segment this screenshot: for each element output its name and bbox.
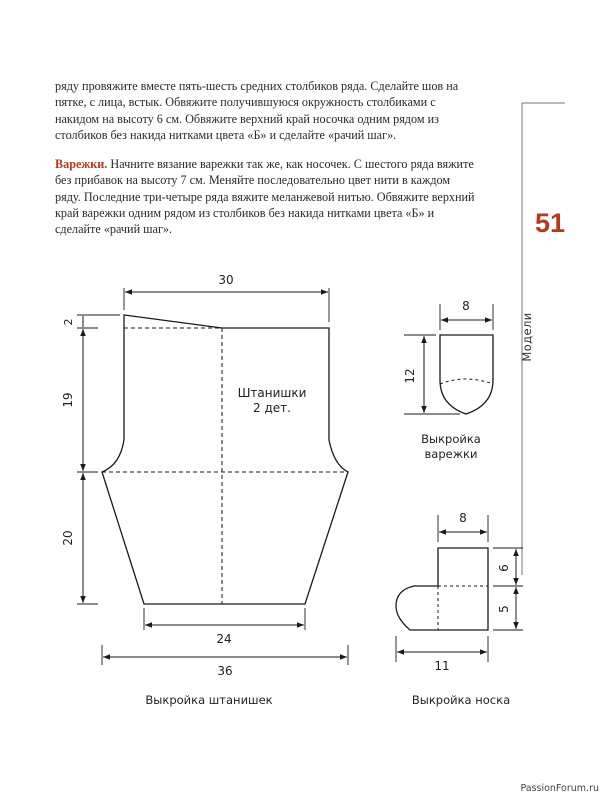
mitten-caption-1: Выкройка [421,432,481,446]
sock-dim-width: 8 [459,511,467,525]
paragraph-sock-end: ряду провяжите вместе пять-шесть средних столбиков ряда. Сделайте шов на пятке, с лица, встык. Обвяжите получившуюся окружность столбиками с накидом на высоту 6 см. Обвяжите верхний край носочка одним рядом из столбиков без накида нитками цвета «Б» и сделайте «рачий шаг». [55,79,459,142]
sock-pattern [396,515,523,662]
page-number: 51 [535,208,566,238]
mittens-heading: Варежки. [55,157,108,172]
mitten-dim-height: 12 [403,368,417,384]
watermark: PassionForum.ru [520,783,599,794]
pants-caption: Выкройка штанишек [145,693,273,707]
pants-title: Штанишки [237,386,307,400]
mitten-outline [440,335,493,414]
pants-dim-upper: 19 [61,392,75,408]
mitten-caption-2: варежки [424,447,478,461]
pants-subtitle: 2 дет. [253,401,291,415]
pants-dim-top: 30 [218,273,234,287]
sock-caption: Выкройка носка [411,693,511,707]
mitten-pattern [404,304,493,414]
mitten-dashed-curve [440,379,493,384]
sock-dim-upper: 6 [497,564,511,572]
pants-outline [102,315,348,604]
pants-dim-bottom-inner: 24 [216,632,232,646]
sock-dim-bottom: 11 [434,659,450,673]
pants-dim-lower: 20 [61,530,75,546]
mittens-text: Начните вязание варежки так же, как носочек. С шестого ряда вяжите без прибавок на высоту 7 см. Меняйте последовательно цвет нити в каждом ряду. Последние три-четыре ряда вяжите меланжевой нитью. Обвяжите верхний край варежки одним рядом из столбиков без накида нитками цвета «Б» и сделайте «рачий шаг». [55,157,475,237]
pants-dim-bottom-outer: 36 [217,664,233,678]
section-label: Модели [520,312,534,362]
sock-outline [396,548,488,630]
mitten-dim-width: 8 [462,299,470,313]
sock-dim-lower: 5 [497,605,511,613]
pants-dim-small: 2 [62,318,75,326]
pants-pattern [77,288,348,665]
